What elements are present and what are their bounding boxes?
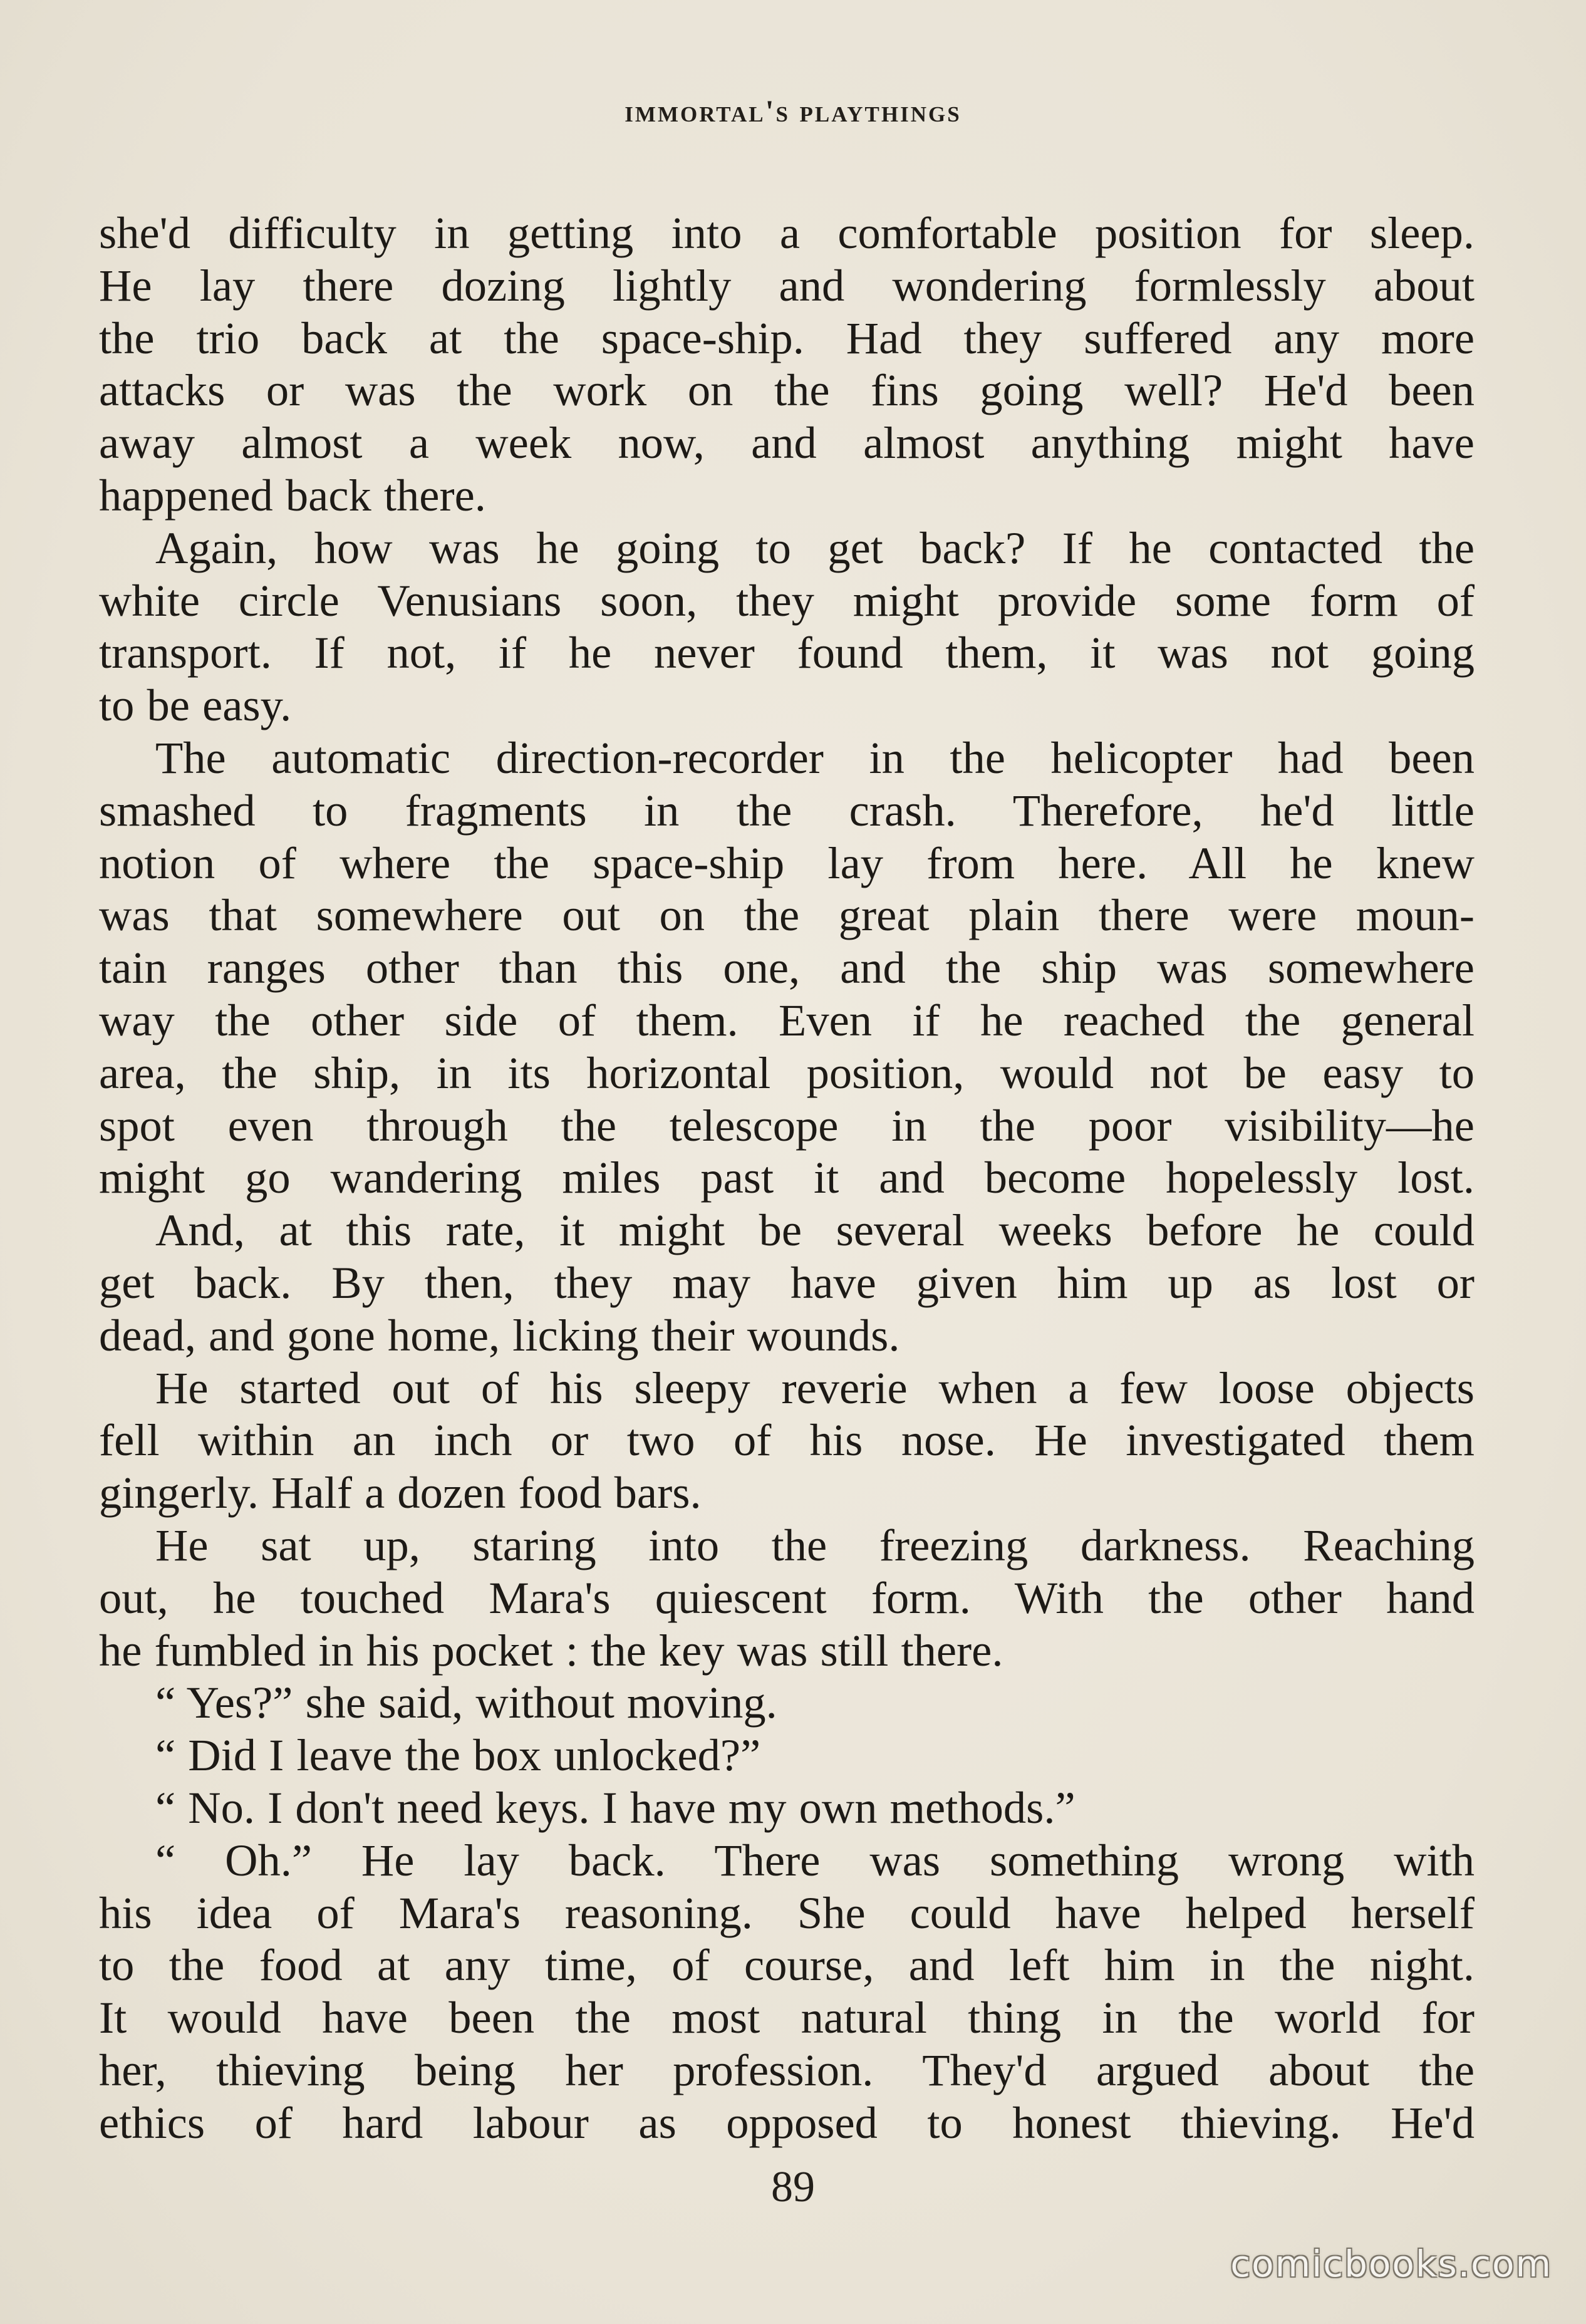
text-line: she'd difficulty in getting into a comfortable position for sleep.: [99, 207, 1475, 258]
text-line: white circle Venusians soon, they might provide some form of: [99, 574, 1475, 626]
text-line: he fumbled in his pocket : the key was still there.: [99, 1624, 1003, 1676]
text-line: his idea of Mara's reasoning. She could have helped herself: [99, 1887, 1475, 1938]
text-line: “ No. I don't need keys. I have my own methods.”: [155, 1782, 1075, 1833]
text-line: might go wandering miles past it and become hopelessly lost.: [99, 1152, 1475, 1203]
running-head: immortal's playthings: [625, 93, 961, 128]
text-line: The automatic direction-recorder in the helicopter had been: [155, 732, 1475, 783]
text-line: the trio back at the space-ship. Had they suffered any more: [99, 312, 1475, 363]
text-line: gingerly. Half a dozen food bars.: [99, 1467, 702, 1518]
text-line: way the other side of them. Even if he reached the general: [99, 994, 1475, 1045]
text-line: And, at this rate, it might be several weeks before he could: [155, 1205, 1475, 1256]
text-line: It would have been the most natural thing in the world for: [99, 1992, 1475, 2043]
text-line: spot even through the telescope in the poor visibility—he: [99, 1099, 1475, 1151]
text-line: out, he touched Mara's quiescent form. With the other hand: [99, 1572, 1475, 1623]
watermark-logo: comicbooks.com: [1230, 2243, 1552, 2285]
text-line: He started out of his sleepy reverie when a few loose objects: [155, 1362, 1475, 1413]
text-line: fell within an inch or two of his nose. He investigated them: [99, 1414, 1475, 1466]
text-line: He sat up, staring into the freezing darkness. Reaching: [155, 1519, 1475, 1570]
text-line: Again, how was he going to get back? If he contacted the: [155, 522, 1475, 573]
text-line: was that somewhere out on the great plain there were moun-: [99, 890, 1475, 941]
body-text: [99, 207, 1475, 2149]
page-number: 89: [771, 2163, 815, 2211]
text-line: ethics of hard labour as opposed to honest thieving. He'd: [99, 2097, 1475, 2148]
text-line: happened back there.: [99, 469, 486, 521]
text-line: attacks or was the work on the fins going well? He'd been: [99, 365, 1475, 416]
text-line: “ Oh.” He lay back. There was something wrong with: [155, 1834, 1475, 1886]
text-line: area, the ship, in its horizontal position, would not be easy to: [99, 1047, 1475, 1098]
text-line: dead, and gone home, licking their wounds.: [99, 1309, 900, 1361]
text-line: her, thieving being her profession. They'd argued about the: [99, 2044, 1475, 2095]
text-line: “ Yes?” she said, without moving.: [155, 1677, 777, 1728]
text-line: “ Did I leave the box unlocked?”: [155, 1730, 761, 1781]
text-line: transport. If not, if he never found them, it was not going: [99, 627, 1475, 678]
text-line: notion of where the space-ship lay from here. All he knew: [99, 837, 1475, 888]
text-line: to be easy.: [99, 680, 292, 731]
text-line: smashed to fragments in the crash. Therefore, he'd little: [99, 784, 1475, 836]
text-line: away almost a week now, and almost anything might have: [99, 417, 1475, 469]
text-line: get back. By then, they may have given him up as lost or: [99, 1257, 1475, 1308]
text-line: He lay there dozing lightly and wondering formlessly about: [99, 259, 1475, 311]
text-line: to the food at any time, of course, and left him in the night.: [99, 1939, 1475, 1991]
text-line: tain ranges other than this one, and the ship was somewhere: [99, 942, 1475, 993]
